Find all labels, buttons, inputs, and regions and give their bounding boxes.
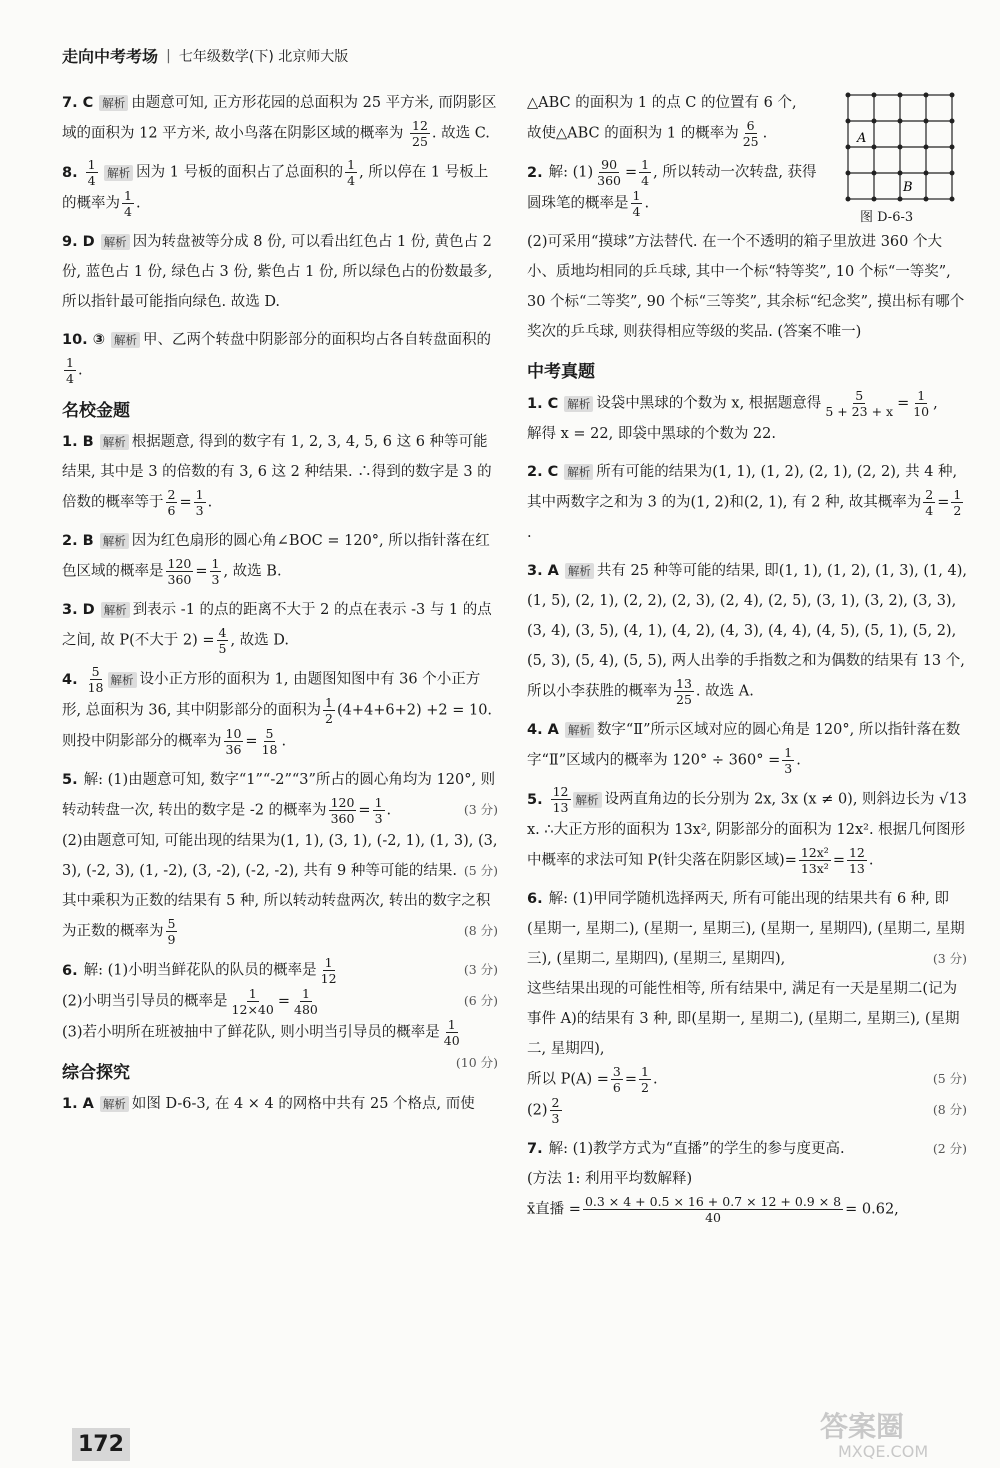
answer-number: 8.: [62, 164, 78, 181]
header-subtitle: 七年级数学(下) 北京师大版: [178, 48, 349, 65]
answer-text: (方法 1: 利用平均数解释): [527, 1171, 693, 1187]
fraction: $\frac{120}{360}$: [330, 795, 355, 826]
answer-text: △ABC 的面积为 1 的点 C 的位置有 6 个,: [527, 95, 797, 111]
analysis-tag: 解析: [101, 234, 130, 250]
fraction: $\frac{2}{4}$: [925, 487, 934, 518]
answer-z2-part2: [527, 227, 967, 347]
answer-text: (2)小明当引导员的概率是: [62, 993, 228, 1010]
fraction: $\frac{1}{480}$: [294, 986, 318, 1017]
fraction: $\frac{1}{4}$: [347, 157, 356, 188]
answer-text: 如图 D-6-3, 在 4 × 4 的网格中共有 25 个格点, 而使: [131, 1096, 475, 1112]
score-label: (3 分): [463, 962, 498, 977]
fraction: $\frac{1}{2}$: [953, 487, 962, 518]
answer-text: 设两直角边的长分别为 2x, 3x (x ≠ 0), 则斜边长为 √13 x. ∴大正方形的面积为 13x², 阴影部分的面积为 12x². 根据几何图形中概率的求法可知 P(针尖落在阴影区域): [527, 791, 967, 869]
answer-number: 5.: [527, 791, 543, 808]
answer-text: 到表示 -1 的点的距离不大于 2 的点在表示 -3 与 1 的点之间, 故 P(不大于 2) =: [62, 602, 492, 649]
answer-text: 根据题意, 得到的数字有 1, 2, 3, 4, 5, 6 这 6 种等可能结果, 其中是 3 的倍数的有 3, 6 这 2 种结果. ∴得到的数字是 3 的倍数的概率等于: [62, 434, 492, 511]
answer-c5: 5. $\frac{12}{13}$ 解析 设两直角边的长分别为 2x, 3x (x ≠ 0), 则斜边长为 √13 x. ∴大正方形的面积为 13x², 阴影部分的面积为 12x². 根据几何图形中概率的求法可知 P(针尖落在阴影区域)= $\frac{\text{12x²}}{\text{13x²}}$ = $\frac{12}{13}$ .: [527, 784, 967, 876]
answer-text: 由题意可知, 正方形花园的总面积为 25 平方米, 而阴影区域的面积为 12 平方米, 故小鸟落在阴影区域的概率为: [62, 95, 497, 142]
fraction: $\frac{1}{12\times 40}$: [231, 986, 274, 1017]
fraction: $\frac{1}{3}$: [374, 795, 383, 826]
fraction: $\frac{5}{5 + 23 + x}$: [825, 388, 894, 419]
answer-text: x̄直播 =: [527, 1201, 581, 1218]
answer-text: 所有可能的结果为(1, 1), (1, 2), (2, 1), (2, 2), 共 4 种, 其中两数字之和为 3 的为(1, 2)和(2, 1), 有 2 种, 故其概率为: [527, 464, 958, 511]
fraction: $\frac{1}{3}$: [195, 487, 204, 518]
right-column: [527, 88, 967, 1233]
answer-text: 因为红色扇形的圆心角∠BOC = 120°, 所以指针落在红色区域的概率是: [62, 533, 490, 580]
answer-text: 解: (1)小明当鲜花队的队员的概率是: [83, 962, 317, 979]
answer-text: 设袋中黑球的个数为 x, 根据题意得: [596, 395, 822, 412]
analysis-tag: 解析: [100, 434, 129, 450]
score-label: (10 分): [455, 1055, 498, 1070]
figure-caption: 图 D-6-3: [860, 210, 914, 225]
answer-z1: [62, 1089, 498, 1119]
score-label: (6 分): [463, 993, 498, 1008]
section-title: 中考真题: [527, 362, 595, 382]
analysis-tag: 解析: [104, 165, 133, 181]
analysis-tag: 解析: [100, 1096, 129, 1112]
answer-10: 10. ③ 解析 甲、乙两个转盘中阴影部分的面积均占各自转盘面积的 $\frac{1}{4}$ .: [62, 332, 492, 386]
fraction: $\frac{2}{6}$: [167, 487, 176, 518]
answer-8: 8. $\frac{1}{4}$ 解析 因为 1 号板的面积占了总面积的 $\frac{1}{4}$ , 所以停在 1 号板上的概率为 $\frac{1}{4}$ .: [62, 157, 489, 219]
answer-text: 设小正方形的面积为 1, 由题图知图中有 36 个小正方形, 总面积为 36, 其中阴影部分的面积为: [62, 671, 481, 719]
analysis-tag: 解析: [101, 602, 130, 618]
answer-text: 因为转盘被等分成 8 份, 可以看出红色占 1 份, 黄色占 2 份, 蓝色占 1 份, 绿色占 3 份, 紫色占 1 份, 所以绿色占的份数最多, 所以指针最可能指向绿色. 故选 D.: [62, 234, 493, 310]
score-label: (3 分): [463, 802, 498, 817]
answer-number: 10. ③: [62, 332, 106, 348]
fraction: $\frac{4}{5}$: [218, 625, 227, 656]
answer-z1-cont: △ABC 的面积为 1 的点 C 的位置有 6 个, 故使△ABC 的面积为 1 的概率为 $\frac{6}{25}$ .: [527, 95, 797, 149]
answer-text: (3)若小明所在班被抽中了鲜花队, 则小明当引导员的概率是: [62, 1024, 440, 1041]
fraction: $\frac{13}{25}$: [676, 676, 692, 707]
answer-number: 1. C: [527, 395, 559, 412]
answer-m2: 2. B 解析 因为红色扇形的圆心角∠BOC = 120°, 所以指针落在红色区域的概率是 $\frac{120}{360}$ = $\frac{1}{3}$ , 故选 B.: [62, 533, 490, 587]
answer-z2: 2. 解: (1) $\frac{90}{360}$ = $\frac{1}{4}$ , 所以转动一次转盘, 获得圆珠笔的概率是 $\frac{1}{4}$ .: [527, 157, 817, 219]
watermark-url: MXQE.COM: [838, 1442, 929, 1461]
analysis-tag: 解析: [100, 533, 129, 549]
point-b-label: B: [903, 180, 913, 195]
watermark-logo: 答案圈: [820, 1410, 905, 1443]
answer-number: 2. C: [527, 464, 559, 480]
answer-number: 4.: [62, 671, 78, 688]
fraction: $\frac{1}{10}$: [913, 388, 930, 419]
fraction: $\frac{1}{4}$: [124, 188, 132, 219]
answer-number: 3. D: [62, 602, 95, 618]
answer-text: 其中乘积为正数的结果有 5 种, 所以转动转盘两次, 转出的数字之积为正数的概率为: [62, 893, 491, 940]
answer-number: 7.: [527, 1141, 543, 1157]
answer-text: 解: (1): [548, 164, 594, 181]
answer-number: 2.: [527, 164, 543, 181]
section-title: 名校金题: [62, 401, 130, 421]
fraction: $\frac{1}{12}$: [320, 955, 337, 986]
answer-number: 1. A: [62, 1096, 94, 1112]
analysis-tag: 解析: [565, 722, 594, 738]
answer-m6: 6. 解: (1)小明当鲜花队的队员的概率是 $\frac{1}{12}$ (3 分) (2)小明当引导员的概率是 $\frac{1}{12\times 40}$ = $\frac{1}{480}$ (6 分) (3)若小明所在班被抽中了鲜花队, 则小明当引导员的概率是 $\frac{1}{40}$ (10 分): [62, 955, 498, 1048]
fraction: $\frac{3}{6}$: [612, 1064, 621, 1095]
answer-text: 这些结果出现的可能性相等, 所有结果中, 满足有一天是星期二(记为事件 A)的结果有 3 种, 即(星期一, 星期二), (星期二, 星期三), (星期二, 星期四),: [527, 981, 960, 1057]
page-number: 172: [72, 1428, 130, 1461]
fraction: $\frac{12}{13}$: [848, 845, 865, 876]
analysis-tag: 解析: [573, 792, 602, 808]
answer-number: 1. B: [62, 434, 94, 450]
analysis-tag: 解析: [108, 672, 137, 688]
score-label: (8 分): [463, 923, 498, 938]
answer-number: 3. A: [527, 563, 559, 579]
answer-9: [62, 227, 498, 317]
answer-text: 因为 1 号板的面积占了总面积的: [136, 164, 344, 181]
fraction: $\frac{1}{4}$: [632, 188, 641, 219]
analysis-tag: 解析: [564, 464, 593, 480]
answer-number: 5.: [62, 772, 78, 788]
answer-c2: 2. C 解析 所有可能的结果为(1, 1), (1, 2), (2, 1), (2, 2), 共 4 种, 其中两数字之和为 3 的为(1, 2)和(2, 1), 有 2 种, 故其概率为 $\frac{2}{4}$ = $\frac{1}{2}$ .: [527, 464, 962, 541]
answer-text: (2)由题意可知, 可能出现的结果为(1, 1), (3, 1), (-2, 1), (1, 3), (3, 3), (-2, 3), (1, -2), (3, -2), (-2, -2), 共有 9 种等可能的结果.: [62, 833, 498, 879]
fraction: $\frac{1}{4}$: [66, 355, 74, 386]
answer-m5: 5. 解: (1)由题意可知, 数字“1”“-2”“3”所占的圆心角均为 120°, 则转动转盘一次, 转出的数字是 -2 的概率为 $\frac{120}{360}$ = $\frac{1}{3}$ . (3 分) (2)由题意可知, 可能出现的结果为(1, 1), (3, 1), (-2, 1), (1, 3), (3, 3), (-2, 3), (1, -2), (3, -2), (-2, -2), 共有 9 种等可能的结果. (5 分) 其中乘积为正数的结果有 5 种, 所以转动转盘两次, 转出的数字之积为正数的概率为 $\frac{5}{9}$ (8 分): [62, 772, 498, 947]
fraction: $\frac{1}{4}$: [87, 157, 96, 188]
fraction: $\frac{1}{4}$: [641, 157, 650, 188]
fraction: $\frac{0.3 \times 4 + 0.5 \times 16 + 0.7 \times 12 + 0.9 \times 8}{40}$: [584, 1194, 842, 1225]
answer-text: 所以 P(A) =: [527, 1071, 609, 1088]
answer-c6: 6. 解: (1)甲同学随机选择两天, 所有可能出现的结果共有 6 种, 即(星期一, 星期二), (星期一, 星期三), (星期一, 星期四), (星期二, 星期三), (星期二, 星期四), (星期三, 星期四), (3 分) 这些结果出现的可能性相等, 所有结果中, 满足有一天是星期二(记为事件 A)的结果有 3 种, 即(星期一, 星期二), (星期二, 星期三), (星期二, 星期四), 所以 P(A) = $\frac{3}{6}$ = $\frac{1}{2}$ . (5 分) (2) $\frac{2}{3}$ (8 分): [527, 891, 967, 1126]
answer-text: 数字“Ⅱ”所示区域对应的圆心角是 120°, 所以指针落在数字“Ⅱ”区域内的概率为 120° ÷ 360° =: [527, 722, 961, 769]
page-header: [62, 44, 348, 67]
answer-number: 6.: [527, 891, 543, 907]
fraction: $\frac{\text{12x²}}{\text{13x²}}$: [800, 845, 829, 876]
answer-c1: 1. C 解析 设袋中黑球的个数为 x, 根据题意得 $\frac{5}{5 + 23 + x}$ = $\frac{1}{10}$ , 解得 x = 22, 即袋中黑球的个数为 22.: [527, 388, 938, 442]
answer-7: [62, 88, 498, 149]
answer-text: (2)可采用“摸球”方法替代. 在一个不透明的箱子里放进 360 个大小、质地均相同的乒乓球, 其中一个标“特等奖”, 10 个标“一等奖”, 30 个标“二等奖”, 90 个标“三等奖”, 其余标“纪念奖”, 摸出标有哪个奖次的乒乓球, 则获得相应等级的奖品. (答案不唯一): [527, 234, 965, 340]
score-label: (3 分): [932, 951, 967, 966]
fraction: $\frac{1}{40}$: [443, 1017, 460, 1048]
header-separator: |: [166, 47, 171, 64]
fraction: $\frac{90}{360}$: [597, 157, 622, 188]
fraction: $\frac{1}{2}$: [641, 1064, 649, 1095]
answer-text: 解: (1)由题意可知, 数字“1”“-2”“3”所占的圆心角均为 120°, 则转动转盘一次, 转出的数字是 -2 的概率为: [62, 772, 496, 819]
fraction: $\frac{12}{25}$: [412, 118, 428, 149]
answer-c4: 4. A 解析 数字“Ⅱ”所示区域对应的圆心角是 120°, 所以指针落在数字“Ⅱ”区域内的概率为 120° ÷ 360° = $\frac{1}{3}$ .: [527, 722, 961, 776]
answer-number: 7. C: [62, 95, 94, 111]
answer-text: (2): [527, 1102, 548, 1119]
fraction: $\frac{5}{9}$: [167, 916, 176, 947]
answer-m1: 1. B 解析 根据题意, 得到的数字有 1, 2, 3, 4, 5, 6 这 6 种等可能结果, 其中是 3 的倍数的有 3, 6 这 2 种结果. ∴得到的数字是 3 的倍数的概率等于 $\frac{2}{6}$ = $\frac{1}{3}$ .: [62, 434, 492, 518]
score-label: (5 分): [463, 863, 498, 878]
brand-logo: 走向中考考场: [62, 47, 159, 66]
answer-number: 4. A: [527, 722, 559, 738]
answer-text: 解: (1)甲同学随机选择两天, 所有可能出现的结果共有 6 种, 即(星期一, 星期二), (星期一, 星期三), (星期一, 星期四), (星期二, 星期三), (星期二, 星期四), (星期三, 星期四),: [527, 891, 965, 967]
answer-text: 故使△ABC 的面积为 1 的概率为: [527, 125, 739, 142]
fraction: $\frac{6}{25}$: [742, 118, 759, 149]
fraction: $\frac{12}{13}$: [552, 784, 569, 815]
score-label: (2 分): [932, 1141, 967, 1156]
analysis-tag: 解析: [564, 396, 593, 412]
answer-text: 解得 x = 22, 即袋中黑球的个数为 22.: [527, 426, 776, 442]
answer-text: , 所以停在 1 号板上的概率为: [62, 164, 489, 212]
answer-m3: 3. D 解析 到表示 -1 的点的距离不大于 2 的点在表示 -3 与 1 的点之间, 故 P(不大于 2) = $\frac{4}{5}$ , 故选 D.: [62, 602, 492, 656]
answer-m4: 4. $\frac{5}{18}$ 解析 设小正方形的面积为 1, 由题图知图中有 36 个小正方形, 总面积为 36, 其中阴影部分的面积为 $\frac{1}{2}$ (4+4+6+2) +2 = 10. 则投中阴影部分的概率为 $\frac{10}{36}$ = $\frac{5}{18}$ .: [62, 664, 493, 757]
answer-number: 2. B: [62, 533, 94, 549]
fraction: $\frac{5}{18}$: [87, 664, 104, 695]
left-column: [62, 88, 498, 1127]
fraction: $\frac{1}{2}$: [325, 695, 333, 726]
answer-c7: 7. 解: (1)教学方式为“直播”的学生的参与度更高. (2 分) (方法 1: 利用平均数解释) x̄直播 = $\frac{0.3 \times 4 + 0.5 \times 16 + 0.7 \times 12 + 0.9 \times 8}{40}$ = 0.62,: [527, 1134, 967, 1225]
fraction: $\frac{1}{3}$: [784, 745, 793, 776]
answer-text: . 故选 C.: [431, 125, 490, 142]
analysis-tag: 解析: [111, 332, 140, 348]
answer-text: 甲、乙两个转盘中阴影部分的面积均占各自转盘面积的: [143, 332, 492, 348]
answer-text: 共有 25 种等可能的结果, 即(1, 1), (1, 2), (1, 3), (1, 4), (1, 5), (2, 1), (2, 2), (2, 3), (2, 4), (2, 5), (3, 1), (3, 2), (3, 3), (3, 4), (3, 5), (4, 1), (4, 2), (4, 3), (4, 4), (4, 5), (5, 1), (5, 2), (5, 3), (5, 4), (5, 5), 两人出拳的手指数之和为偶数的结果有 13 个, 所以小李获胜的概率为: [527, 563, 967, 700]
answer-c3: 3. A 解析 共有 25 种等可能的结果, 即(1, 1), (1, 2), (1, 3), (1, 4), (1, 5), (2, 1), (2, 2), (2, 3), (2, 4), (2, 5), (3, 1), (3, 2), (3, 3), (3, 4), (3, 5), (4, 1), (4, 2), (4, 3), (4, 4), (4, 5), (5, 1), (5, 2), (5, 3), (5, 4), (5, 5), 两人出拳的手指数之和为偶数的结果有 13 个, 所以小李获胜的概率为 $\frac{13}{25}$ . 故选 A.: [527, 563, 967, 707]
point-a-label: A: [857, 131, 867, 146]
analysis-tag: 解析: [99, 95, 128, 111]
answer-number: 6.: [62, 962, 78, 979]
score-label: (8 分): [932, 1102, 967, 1117]
section-title: 综合探究: [62, 1063, 130, 1083]
fraction: $\frac{2}{3}$: [551, 1095, 560, 1126]
fraction: $\frac{120}{360}$: [167, 556, 192, 587]
fraction: $\frac{10}{36}$: [225, 726, 242, 757]
fraction: $\frac{1}{3}$: [211, 556, 220, 587]
analysis-tag: 解析: [565, 563, 594, 579]
answer-text: 解: (1)教学方式为“直播”的学生的参与度更高.: [548, 1141, 845, 1157]
answer-number: 9. D: [62, 234, 95, 250]
fraction: $\frac{5}{18}$: [261, 726, 278, 757]
score-label: (5 分): [932, 1071, 967, 1086]
